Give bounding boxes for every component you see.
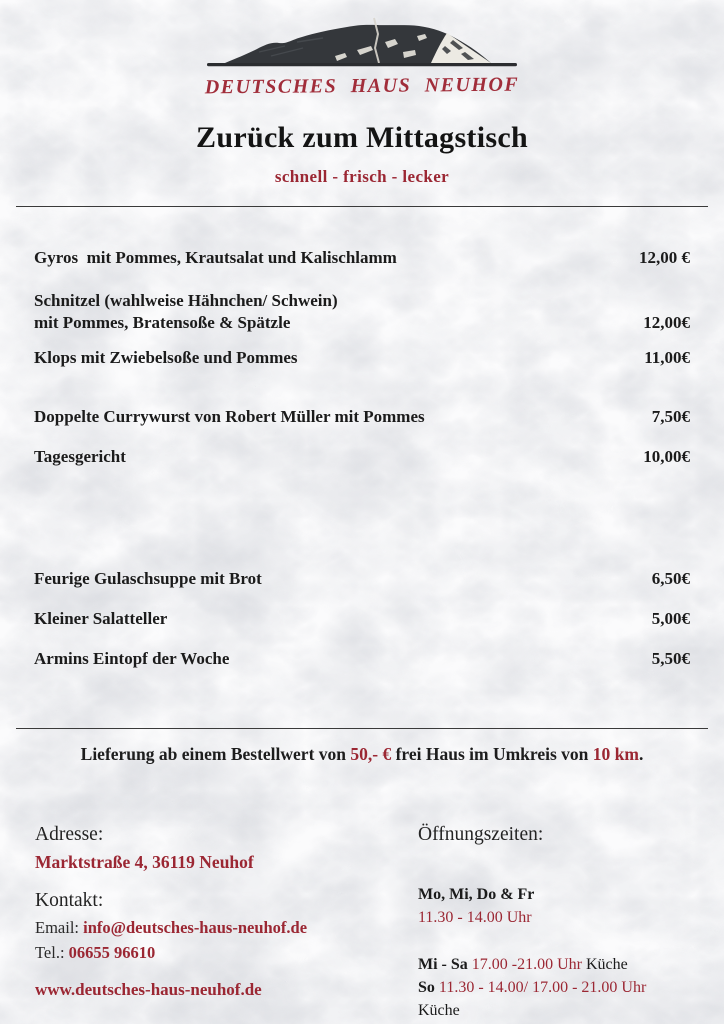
delivery-distance: 10 km — [592, 744, 639, 764]
email-line: Email: info@deutsches-haus-neuhof.de — [35, 918, 308, 937]
menu-item-row — [34, 290, 690, 334]
menu-item-row — [34, 568, 690, 590]
menu-item-name: Doppelte Currywurst von Robert Müller mit Pommes — [34, 407, 425, 426]
footer — [35, 822, 689, 1022]
menu-item-price: 10,00€ — [643, 447, 690, 466]
menu-item-name: Armins Eintopf der Woche — [34, 649, 230, 668]
logo-block — [0, 0, 724, 98]
menu-item-name: Schnitzel (wahlweise Hähnchen/ Schwein) mit Pommes, Bratensoße & Spätzle — [34, 291, 338, 332]
contact-label: Kontakt: — [35, 890, 104, 911]
mountain-logo-icon — [207, 12, 517, 68]
menu-item-price: 5,50€ — [651, 649, 690, 668]
menu-item-price: 6,50€ — [651, 569, 690, 588]
menu-item-row — [34, 446, 690, 468]
menu-item-price: 12,00€ — [643, 313, 690, 332]
menu-item-name: Klops mit Zwiebelsoße und Pommes — [34, 348, 298, 367]
address-value: Marktstraße 4, 36119 Neuhof — [35, 852, 254, 872]
footer-contact-column — [35, 822, 418, 1022]
footer-hours-column — [418, 822, 689, 1022]
website-link[interactable]: www.deutsches-haus-neuhof.de — [35, 980, 262, 999]
dinner-hours: Mi - Sa 17.00 -21.00 Uhr Küche — [418, 956, 628, 973]
menu-tagline: schnell - frisch - lecker — [274, 167, 450, 186]
menu-item-price: 5,00€ — [651, 609, 690, 628]
menu-item-name: Kleiner Salatteller — [34, 609, 168, 628]
restaurant-name: DEUTSCHES HAUS NEUHOF — [204, 73, 520, 99]
menu-title: Zurück zum Mittagstisch — [196, 121, 528, 154]
menu-item-price: 11,00€ — [644, 348, 690, 367]
delivery-note: Lieferung ab einem Bestellwert von 50,- € frei Haus im Umkreis von 10 km. — [80, 744, 644, 764]
menu-item-name: Feurige Gulaschsuppe mit Brot — [34, 569, 262, 588]
menu-item-price: 7,50€ — [651, 407, 690, 426]
menu-item-row — [34, 648, 690, 670]
hours-label: Öffnungszeiten: — [418, 824, 544, 845]
menu-list — [34, 247, 690, 670]
delivery-amount: 50,- € — [350, 744, 392, 764]
menu-item-row — [34, 347, 690, 369]
menu-item-row — [34, 608, 690, 630]
lunch-time: 11.30 - 14.00 Uhr — [418, 909, 532, 926]
phone-number: 06655 96610 — [68, 943, 156, 962]
menu-item-row — [34, 406, 690, 428]
divider-line-bottom — [16, 728, 708, 729]
menu-item-name: Gyros mit Pommes, Krautsalat und Kalischlamm — [34, 248, 397, 267]
address-label: Adresse: — [35, 824, 104, 845]
menu-item-price: 12,00 € — [639, 248, 690, 267]
menu-item-row — [34, 247, 690, 269]
lunch-days: Mo, Mi, Do & Fr — [418, 886, 535, 903]
menu-item-name: Tagesgericht — [34, 447, 126, 466]
phone-line: Tel.: 06655 96610 — [35, 943, 156, 962]
divider-line-top — [16, 206, 708, 207]
sunday-hours: So 11.30 - 14.00/ 17.00 - 21.00 Uhr Küche — [418, 979, 647, 1019]
email-link[interactable]: info@deutsches-haus-neuhof.de — [83, 918, 308, 937]
